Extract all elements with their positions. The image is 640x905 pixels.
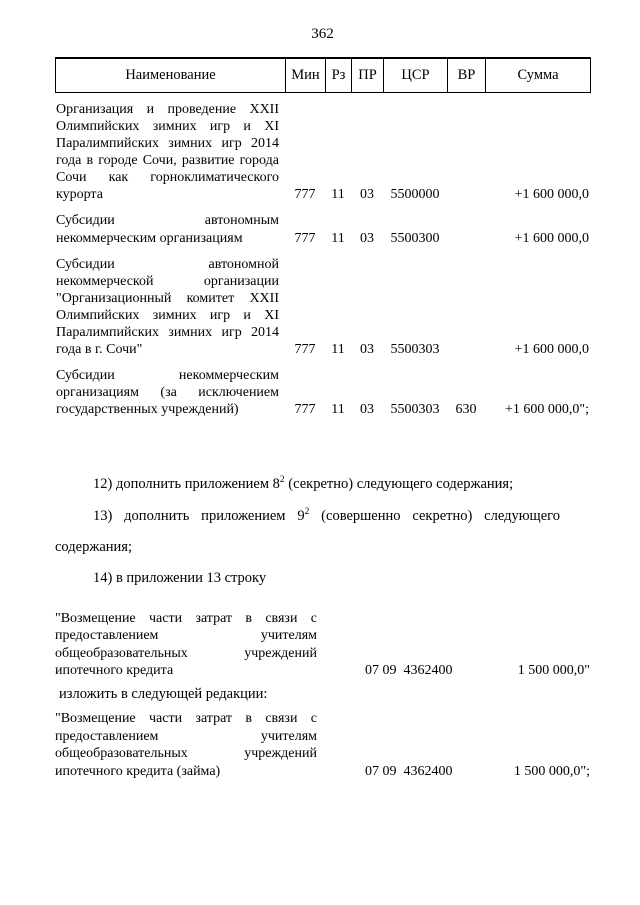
row-min: 777: [294, 402, 316, 418]
amendment-old-name: "Возмещение части затрат в связи с предоставлением учителям общеобразовательных учреждений ипотечного кредита: [55, 611, 317, 679]
paragraph-item-14: 14) в приложении 13 строку: [93, 569, 267, 586]
row-pr: 03: [360, 402, 374, 418]
row-rz: 11: [331, 342, 345, 358]
row-vr: [447, 204, 485, 247]
table-row: [55, 93, 590, 204]
amendment-old-sum: 1 500 000,0": [517, 663, 590, 679]
row-min: 777: [294, 187, 316, 203]
paragraph-item-12: [55, 469, 560, 500]
item-13-text-after: (совершенно секретно) следующего содержания;: [55, 507, 560, 555]
row-min: 777: [294, 342, 316, 358]
row-sum: +1 600 000,0: [514, 230, 589, 246]
row-sum: +1 600 000,0: [514, 342, 589, 358]
row-csr: 5500300: [390, 230, 440, 246]
header-cell-pr: ПР: [352, 58, 384, 93]
row-sum: +1 600 000,0";: [505, 402, 589, 418]
page-number: 362: [311, 26, 334, 42]
budget-table-body: [55, 93, 590, 419]
table-row: [55, 359, 590, 419]
row-csr: 5500303: [390, 342, 440, 358]
item-12-text: 12) дополнить приложением 8: [93, 476, 280, 493]
amendment-old-codes: 07 09 4362400: [365, 663, 453, 679]
item-12-text-after: (секретно) следующего содержания;: [284, 476, 514, 493]
amendment-new-codes: 07 09 4362400: [365, 763, 453, 779]
amendment-new-sum: 1 500 000,0";: [513, 763, 590, 779]
row-sum: +1 600 000,0: [514, 187, 589, 203]
row-name: Субсидии автономной некоммерческой организации "Организационный комитет XXII Олимпийских зимних игр и XI Паралимпийских зимних игр 2014 года в г. Сочи": [56, 256, 279, 358]
paragraph-item-13: [55, 501, 560, 563]
header-cell-sum: Сумма: [486, 58, 591, 93]
header-cell-name: Наименование: [56, 58, 286, 93]
row-name: Субсидии некоммерческим организациям (за исключением государственных учреждений): [56, 368, 279, 418]
row-min: 777: [294, 230, 316, 246]
item-12-superscript: 2: [279, 475, 285, 486]
amendment-new-row: [55, 710, 590, 779]
row-rz: 11: [331, 187, 345, 203]
header-cell-vr: ВР: [448, 58, 486, 93]
table-header-row: [56, 58, 591, 93]
amendment-middle-text: изложить в следующей редакции:: [59, 686, 268, 703]
row-name: Организация и проведение XXII Олимпийских зимних игр и XI Паралимпийских зимних игр 2014 года в городе Сочи, развитие города Сочи как горноклиматического курорта: [56, 102, 279, 203]
row-rz: 11: [331, 402, 345, 418]
header-cell-min: Мин: [286, 58, 326, 93]
header-cell-rz: Рз: [326, 58, 352, 93]
item-13-text: 13) дополнить приложением 9: [93, 507, 305, 524]
row-vr: [447, 248, 485, 359]
row-vr: 630: [455, 402, 477, 418]
budget-table-header: [55, 57, 591, 93]
item-13-superscript: 2: [304, 506, 310, 517]
row-vr: [447, 93, 485, 204]
row-name: Субсидии автономным некоммерческим организациям: [56, 213, 279, 246]
row-pr: 03: [360, 342, 374, 358]
amendment-old-row: [55, 610, 590, 679]
table-row: [55, 204, 590, 247]
row-csr: 5500303: [390, 402, 440, 418]
row-pr: 03: [360, 187, 374, 203]
table-row: [55, 248, 590, 359]
amendment-new-name: "Возмещение части затрат в связи с предоставлением учителям общеобразовательных учреждений ипотечного кредита (займа): [55, 711, 317, 779]
row-csr: 5500000: [390, 187, 440, 203]
row-rz: 11: [331, 230, 345, 246]
row-pr: 03: [360, 230, 374, 246]
header-cell-csr: ЦСР: [384, 58, 448, 93]
